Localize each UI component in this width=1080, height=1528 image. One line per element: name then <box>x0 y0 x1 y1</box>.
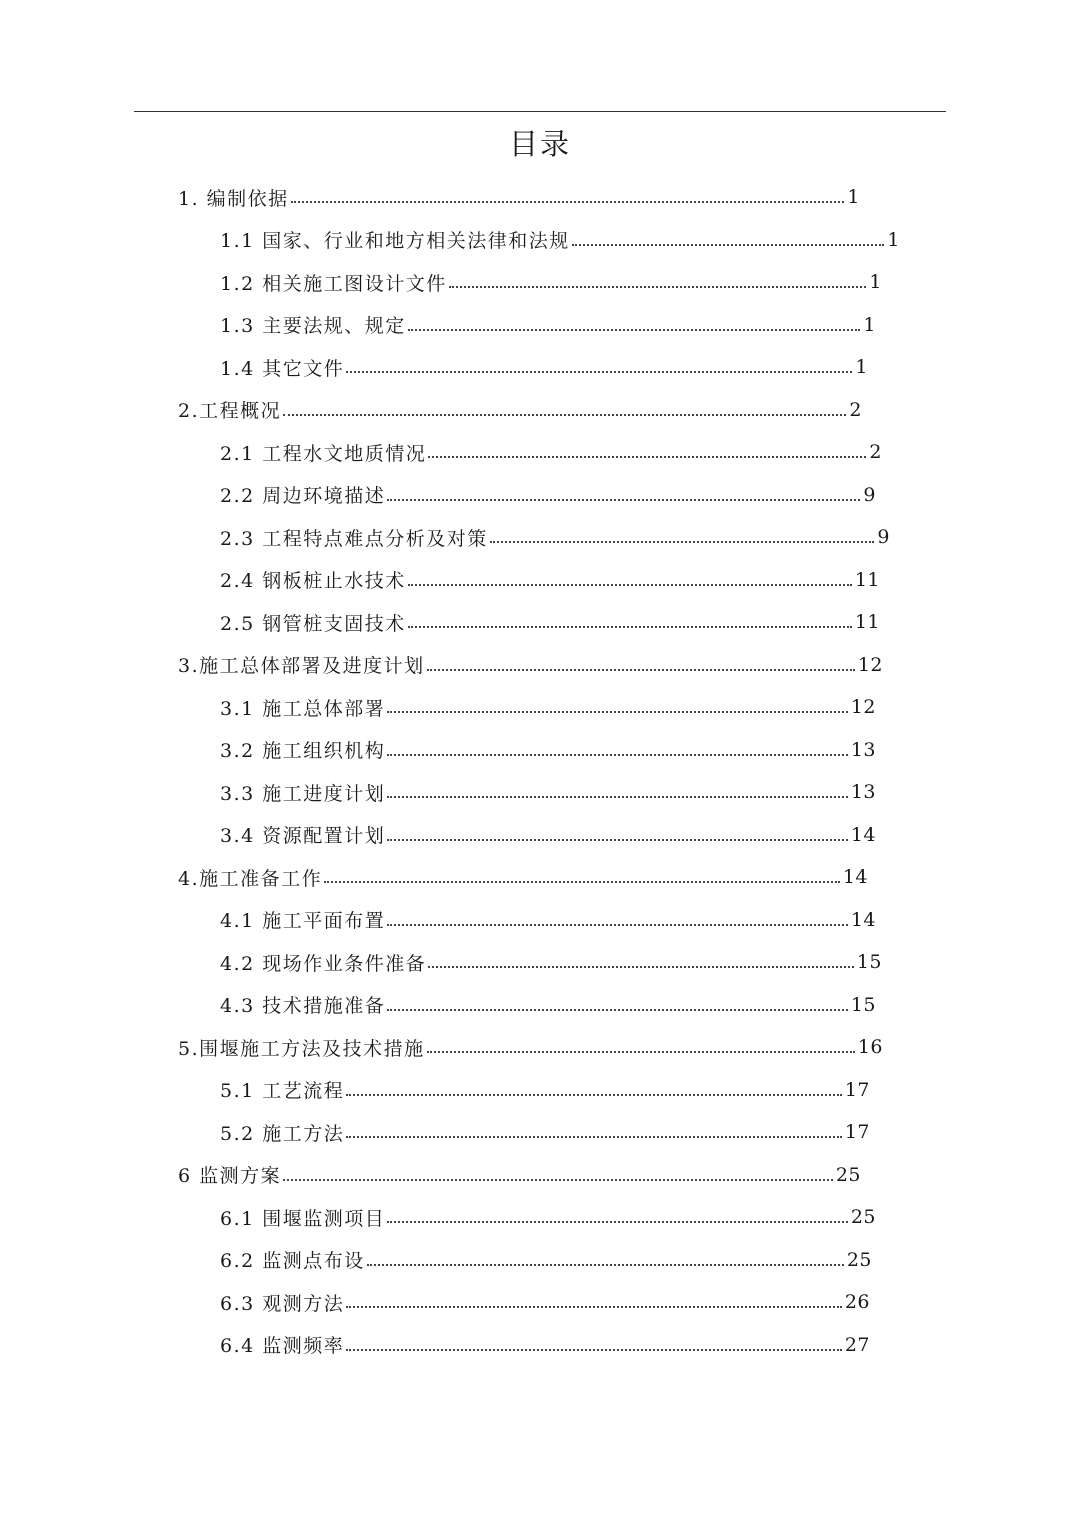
dot-leader <box>291 201 845 203</box>
toc-entry-page: 11 <box>854 611 880 633</box>
toc-entry-page: 15 <box>850 993 876 1016</box>
toc-entry-label: 1.1 国家、行业和地方相关法律和法规 <box>220 230 570 252</box>
toc-entry-page: 1 <box>847 186 860 208</box>
dot-leader <box>428 966 854 968</box>
toc-entry-page: 14 <box>850 823 876 846</box>
toc-entry-page: 2 <box>849 398 862 421</box>
dot-leader <box>346 1306 842 1308</box>
toc-entry-label: 3.4 资源配置计划 <box>220 825 386 847</box>
toc-entry-label: 1.3 主要法规、规定 <box>220 315 406 337</box>
toc-entry-label: 5.1 工艺流程 <box>220 1080 345 1102</box>
toc-entry[interactable] <box>220 431 882 473</box>
dot-leader <box>572 244 885 246</box>
toc-entry-page: 12 <box>857 653 883 676</box>
dot-leader <box>408 626 852 628</box>
toc-entry[interactable] <box>220 304 876 346</box>
toc-entry-label: 6.3 观测方法 <box>220 1292 345 1315</box>
dot-leader <box>428 456 866 458</box>
header-rule <box>134 111 946 112</box>
toc-entry[interactable] <box>178 176 860 218</box>
toc-entry-page: 13 <box>850 738 876 761</box>
dot-leader <box>346 371 852 373</box>
dot-leader <box>387 1009 848 1011</box>
toc-entry-page: 1 <box>869 271 882 293</box>
toc-entry[interactable] <box>220 1239 872 1281</box>
dot-leader <box>367 1264 844 1266</box>
toc-entry-page: 1 <box>855 356 868 378</box>
dot-leader <box>283 414 846 416</box>
toc-entry[interactable] <box>220 771 876 813</box>
toc-entry-page: 12 <box>850 696 876 718</box>
toc-entry-label: 2.4 钢板桩止水技术 <box>220 570 406 592</box>
toc-entry-label: 3.1 施工总体部署 <box>220 697 386 720</box>
toc-entry-page: 1 <box>863 313 876 336</box>
toc-entry-label: 6.1 围堰监测项目 <box>220 1207 386 1230</box>
toc-entry[interactable] <box>220 899 876 941</box>
toc-entry[interactable] <box>220 1069 870 1111</box>
toc-entry-page: 15 <box>856 951 882 973</box>
toc-entry-label: 2.3 工程特点难点分析及对策 <box>220 527 488 550</box>
toc-entry-label: 3.2 施工组织机构 <box>220 740 386 762</box>
dot-leader <box>387 711 848 713</box>
toc-entry-page: 25 <box>850 1206 876 1228</box>
dot-leader <box>449 286 867 288</box>
toc-entry-label: 4.3 技术措施准备 <box>220 995 386 1017</box>
toc-entry-label: 4.1 施工平面布置 <box>220 910 386 932</box>
toc-entry-label: 2.1 工程水文地质情况 <box>220 442 427 465</box>
toc-entry-page: 17 <box>844 1078 870 1101</box>
toc-entry-page: 9 <box>877 526 890 548</box>
dot-leader <box>490 541 875 543</box>
toc-entry[interactable] <box>220 261 882 303</box>
toc-entry-page: 27 <box>844 1333 870 1356</box>
dot-leader <box>427 1051 855 1053</box>
toc-entry-page: 14 <box>850 908 876 931</box>
toc-entry[interactable] <box>220 559 880 601</box>
toc-entry[interactable] <box>220 984 876 1026</box>
toc-entry[interactable] <box>178 856 868 898</box>
toc-entry-label: 6.2 监测点布设 <box>220 1250 365 1272</box>
dot-leader <box>387 796 848 798</box>
toc-entry[interactable] <box>220 686 876 728</box>
dot-leader <box>346 1136 842 1138</box>
toc-entry-page: 16 <box>857 1036 883 1058</box>
dot-leader <box>387 1221 848 1223</box>
dot-leader <box>283 1179 833 1181</box>
toc-entry[interactable] <box>220 729 876 771</box>
toc-entry-page: 1 <box>887 228 900 251</box>
toc-entry[interactable] <box>220 1324 870 1366</box>
toc-entry-label: 3.3 施工进度计划 <box>220 782 386 805</box>
toc-entry[interactable] <box>220 474 876 516</box>
toc-entry[interactable] <box>220 1281 870 1323</box>
toc-entry-page: 26 <box>844 1291 870 1313</box>
dot-leader <box>324 881 840 883</box>
toc-entry[interactable] <box>220 219 900 261</box>
toc-entry[interactable] <box>220 1196 876 1238</box>
dot-leader <box>387 754 848 756</box>
toc-entry-label: 1. 编制依据 <box>178 187 289 210</box>
toc-entry-page: 2 <box>869 441 882 463</box>
toc-entry-label: 4.2 现场作业条件准备 <box>220 952 427 975</box>
toc-entry[interactable] <box>220 1111 870 1153</box>
toc-entry-label: 1.4 其它文件 <box>220 357 345 380</box>
dot-leader <box>346 1094 842 1096</box>
toc-entry[interactable] <box>220 941 882 983</box>
toc-entry-page: 25 <box>835 1163 861 1186</box>
toc-entry[interactable] <box>178 1154 861 1196</box>
toc-title: 目录 <box>508 127 571 161</box>
toc-entry-label: 4.施工准备工作 <box>178 867 323 890</box>
toc-entry-page: 11 <box>854 568 880 591</box>
dot-leader <box>427 669 855 671</box>
toc-entry[interactable] <box>178 1026 883 1068</box>
toc-entry-label: 6 监测方案 <box>178 1165 282 1187</box>
toc-entry-label: 5.2 施工方法 <box>220 1122 345 1145</box>
toc-entry-label: 6.4 监测频率 <box>220 1335 345 1357</box>
toc-entry-page: 17 <box>844 1121 870 1143</box>
dot-leader <box>387 924 848 926</box>
dot-leader <box>346 1349 842 1351</box>
toc-entry-label: 1.2 相关施工图设计文件 <box>220 272 447 295</box>
dot-leader <box>387 499 860 501</box>
toc-entry[interactable] <box>220 516 890 558</box>
toc-entry[interactable] <box>220 346 868 388</box>
toc-entry[interactable] <box>220 601 880 643</box>
toc-entry-label: 5.围堰施工方法及技术措施 <box>178 1037 425 1060</box>
toc-entry-label: 2.工程概况 <box>178 400 282 422</box>
toc-entry-page: 9 <box>863 483 876 506</box>
toc-entry-page: 25 <box>846 1248 872 1271</box>
toc-entry[interactable] <box>178 644 883 686</box>
toc-entry-label: 3.施工总体部署及进度计划 <box>178 655 425 677</box>
toc-entry-label: 2.5 钢管桩支固技术 <box>220 612 406 635</box>
toc-entry-label: 2.2 周边环境描述 <box>220 485 386 507</box>
toc-entry[interactable] <box>178 389 862 431</box>
dot-leader <box>408 329 861 331</box>
toc-entry-page: 13 <box>850 781 876 803</box>
toc-entry-page: 14 <box>842 866 868 888</box>
dot-leader <box>408 584 852 586</box>
toc-entry[interactable] <box>220 814 876 856</box>
dot-leader <box>387 839 848 841</box>
